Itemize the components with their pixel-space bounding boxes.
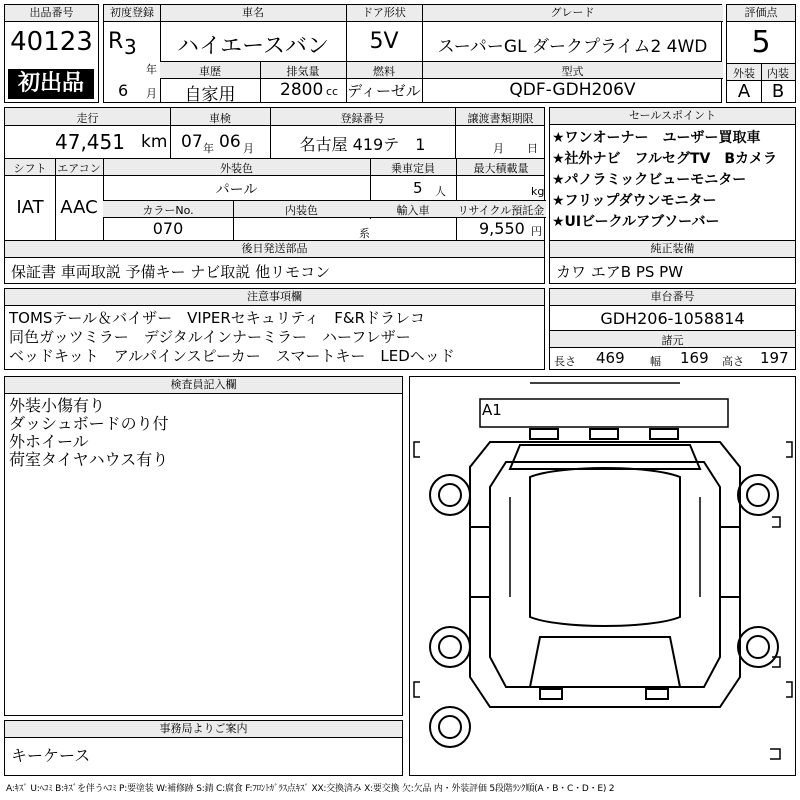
inspection-month: 06 (219, 132, 241, 152)
mileage-unit: km (141, 132, 168, 152)
transfer-label: 譲渡書類期限 (467, 112, 534, 125)
damage-mark-a1: A1 (482, 401, 502, 419)
dimensions-label: 諸元 (661, 334, 684, 347)
damage-code-legend: A:ｷｽﾞ U:ﾍｺﾐ B:ｷｽﾞを伴うﾍｺﾐ P:要塗装 W:補修跡 S:錆 C:腐食 F:ﾌﾛﾝﾄｶﾞﾗｽ点ｷｽﾞ XX:交換済み X:要交換 欠:欠品 内・外装評価 5段階ﾗﾝｸ順(A・B・C・D・E) 2 (6, 784, 615, 794)
first-reg-month: 6 (118, 81, 129, 100)
aircon-label: エアコン (57, 162, 101, 175)
transfer-day-unit: 日 (527, 142, 538, 155)
notes-label: 注意事項欄 (5, 289, 544, 306)
office-label: 事務局よりご案内 (5, 721, 402, 738)
office-box (4, 720, 403, 776)
genuine-equipment-label: 純正装備 (550, 241, 795, 258)
later-items-box (4, 240, 545, 284)
import-label: 輸入車 (396, 204, 430, 217)
int-color-label: 内装色 (285, 204, 318, 217)
width-label: 幅 (650, 355, 661, 368)
first-reg-label: 初度登録 (104, 5, 160, 22)
model-code-label: 型式 (561, 65, 584, 78)
sales-point-item: ★UIビークルアブソーバー (552, 214, 720, 230)
mileage-box (4, 107, 545, 159)
sales-points-box (549, 107, 796, 241)
height-label: 高さ (722, 355, 744, 368)
recycle: 9,550 (479, 219, 525, 238)
height: 197 (760, 349, 789, 367)
first-reg-era: R (108, 29, 124, 54)
car-name: ハイエースバン (176, 34, 330, 59)
door-label: ドア形状 (346, 5, 422, 22)
sales-point-item: ★パノラミックビューモニター (552, 172, 747, 188)
registration-label: 登録番号 (340, 112, 385, 125)
inspection-label: 車検 (209, 112, 231, 125)
int-score: B (771, 81, 785, 102)
model-code: QDF-GDH206V (509, 80, 636, 100)
capacity-label: 乗車定員 (391, 162, 435, 175)
color-no: 070 (152, 219, 184, 238)
spec-box (4, 158, 545, 241)
inspector-line: ダッシュボードのり付 (9, 414, 169, 433)
sales-point-item: ★フリップダウンモニター (552, 193, 717, 209)
mileage-label: 走行 (76, 112, 99, 125)
capacity: 5 (413, 179, 423, 197)
registration: 名古屋 419テ 1 (299, 135, 426, 154)
sales-point-item: ★社外ナビ フルセグTV Bカメラ (552, 151, 778, 167)
chassis-box (549, 288, 796, 370)
recycle-unit: 円 (531, 225, 542, 238)
recycle-label: リサイクル預託金 (457, 204, 545, 217)
transfer-month-unit: 月 (493, 142, 504, 155)
shift: IAT (16, 197, 44, 218)
sales-points-label: セールスポイント (550, 108, 795, 125)
history: 自家用 (184, 85, 236, 105)
car-name-label: 車名 (160, 5, 346, 22)
vehicle-outline-diagram (410, 377, 797, 777)
genuine-equipment-box (549, 240, 796, 284)
first-reg-year-unit: 年 (146, 63, 157, 76)
notes-lines (9, 309, 455, 366)
inspector-lines (9, 397, 169, 469)
inspector-box (4, 376, 403, 716)
capacity-unit: 人 (435, 185, 446, 198)
vehicle-diagram-box (409, 376, 796, 776)
auction-no-box (4, 4, 99, 103)
length-label: 長さ (554, 355, 576, 368)
inspection-year-unit: 年 (203, 142, 214, 155)
displacement: 2800 (280, 80, 324, 100)
genuine-equipment: カワ エアB PS PW (556, 263, 684, 281)
aircon: AAC (60, 197, 98, 218)
fuel: ディーゼル (347, 82, 421, 100)
history-label: 車歴 (199, 65, 221, 78)
displacement-label: 排気量 (286, 65, 320, 78)
ext-color-label: 外装色 (220, 162, 253, 175)
color-no-label: カラーNo. (142, 204, 194, 217)
later-items-label: 後日発送部品 (5, 241, 544, 258)
notes-line: TOMSテール＆バイザー VIPERセキュリティ F&Rドラレコ (9, 309, 426, 327)
first-reg-year: 3 (124, 35, 137, 59)
int-score-label: 内装 (767, 67, 789, 80)
ext-score: A (737, 81, 751, 102)
max-load-label: 最大積載量 (473, 162, 529, 175)
chassis-label: 車台番号 (550, 289, 795, 306)
shift-label: シフト (13, 162, 47, 175)
door-type: 5V (369, 29, 399, 54)
length: 469 (596, 349, 625, 367)
displacement-unit: cc (326, 85, 339, 98)
grade: スーパーGL ダークプライム2 4WD (437, 37, 708, 57)
office-notice: キーケース (11, 746, 91, 765)
inspector-line: 荷室タイヤハウス有り (9, 450, 169, 469)
sales-point-item: ★ワンオーナー ユーザー買取車 (552, 130, 761, 146)
later-items: 保証書 車両取説 予備キー ナビ取説 他リモコン (11, 263, 331, 281)
int-color-unit: 系 (359, 227, 370, 240)
width: 169 (680, 349, 709, 367)
inspector-line: 外ホイール (9, 432, 89, 451)
score-box (726, 4, 796, 103)
inspector-line: 外装小傷有り (9, 396, 106, 415)
max-load-unit: kg (531, 185, 545, 198)
score-label: 評価点 (727, 5, 795, 22)
first-reg-month-unit: 月 (146, 87, 157, 100)
top-info-box (103, 4, 722, 103)
fuel-label: 燃料 (373, 65, 395, 78)
auction-no-label: 出品番号 (5, 5, 98, 22)
ext-color: パール (215, 182, 258, 198)
inspection-year: 07 (181, 132, 203, 152)
notes-line: 同色ガッツミラー デジタルインナーミラー ハーフレザー (9, 328, 411, 346)
mileage: 47,451 (55, 130, 125, 154)
first-listing-badge: 初出品 (8, 69, 94, 99)
sales-points-list (552, 128, 777, 233)
auction-no: 40123 (10, 27, 93, 57)
score: 5 (751, 25, 771, 60)
inspection-month-unit: 月 (243, 142, 254, 155)
grade-label: グレード (422, 5, 723, 22)
ext-score-label: 外装 (733, 67, 755, 80)
inspector-label: 検査員記入欄 (5, 377, 402, 394)
notes-box (4, 288, 545, 370)
chassis-number: GDH206-1058814 (600, 309, 745, 328)
notes-line: ベッドキット アルパインスピーカー スマートキー LEDヘッド (9, 347, 455, 365)
